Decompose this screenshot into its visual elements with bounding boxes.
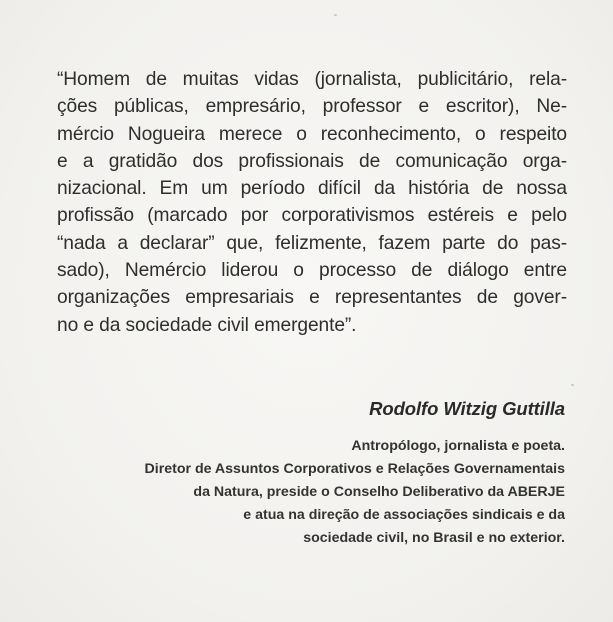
quote-line: organizações empresariais e representantes de gover- — [57, 287, 567, 309]
quote-line: nizacional. Em um período difícil da história de nossa — [57, 178, 567, 200]
bio-line: Diretor de Assuntos Corporativos e Relações Governamentais — [144, 461, 565, 478]
paper-speck — [334, 14, 337, 16]
quote-line: e a gratidão dos profissionais de comunicação orga- — [57, 150, 567, 172]
quote-block — [57, 66, 567, 339]
quote-line: “nada a declarar” que, felizmente, fazem parte do pas- — [57, 232, 567, 254]
quote-line-last: no e da sociedade civil emergente”. — [57, 314, 357, 336]
quote-line: mércio Nogueira merece o reconhecimento, o respeito — [57, 123, 567, 145]
bio-line: da Natura, preside o Conselho Deliberativo da ABERJE — [193, 484, 565, 501]
bio-line: e atua na direção de associações sindicais e da — [243, 507, 565, 524]
quote-line: profissão (marcado por corporativismos estéreis e pelo — [57, 205, 567, 227]
quote-line: sado), Nemércio liderou o processo de diálogo entre — [57, 260, 567, 282]
quote-line: “Homem de muitas vidas (jornalista, publicitário, rela- — [57, 69, 567, 90]
bio-line: Antropólogo, jornalista e poeta. — [351, 438, 565, 454]
bio-line: sociedade civil, no Brasil e no exterior. — [303, 530, 565, 547]
author-name: Rodolfo Witzig Guttilla — [369, 398, 565, 419]
quote-line: ções públicas, empresário, professor e escritor), Ne- — [57, 96, 567, 118]
paper-speck — [571, 384, 574, 386]
author-bio — [45, 435, 565, 550]
